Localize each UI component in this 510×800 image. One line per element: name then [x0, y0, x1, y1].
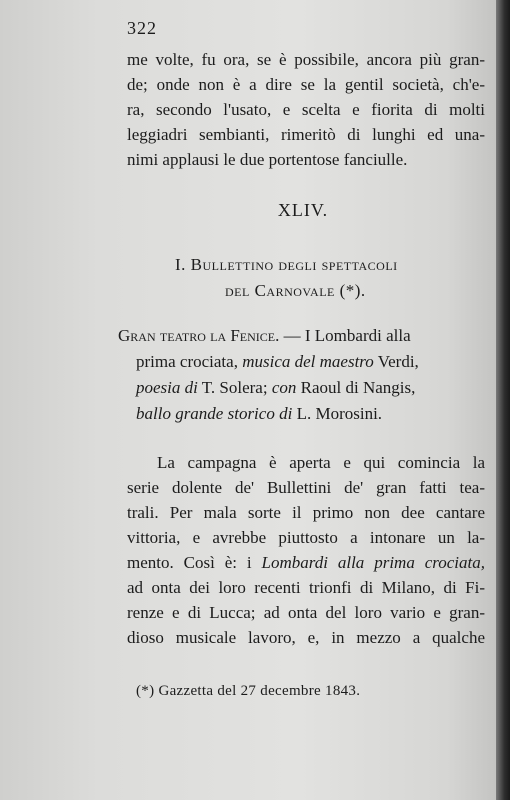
text-line: leggiadri sembianti, rimeritò di lunghi ed una-: [127, 125, 485, 144]
text-line: [127, 550, 485, 575]
dash: —: [279, 326, 305, 345]
performance-line-3: [118, 375, 486, 401]
paragraph-continued: [127, 47, 485, 172]
text-line: dioso musicale lavoro, e, in mezzo a qualche: [127, 628, 485, 647]
ballet-title: Raoul di Nangis,: [296, 378, 416, 397]
text-line: trali. Per mala sorte il primo non dee cantare: [127, 503, 485, 522]
chapter-number: XLIV.: [277, 200, 329, 220]
footnote: (*) Gazzetta del 27 decembre 1843.: [136, 683, 361, 699]
poetry-credit-label: poesia di: [136, 378, 198, 397]
heading-line-1: I. Bullettino degli spettacoli: [175, 255, 398, 274]
text-line: de; onde non è a dire se la gentil società, ch'e-: [127, 75, 485, 94]
text-line: nimi applausi le due portentose fanciulle.: [127, 150, 408, 169]
performance-listing: [118, 323, 486, 427]
text-line: serie dolente de' Bullettini de' gran fatti tea-: [127, 478, 485, 497]
page-number: 322: [127, 18, 157, 38]
music-credit-label: musica del maestro: [242, 352, 374, 371]
composer: Verdi,: [373, 352, 419, 371]
text-line: vittoria, e avrebbe piuttosto a intonare un la-: [127, 528, 485, 547]
heading-line-2: del Carnovale (*).: [225, 281, 366, 300]
opera-title-cont: prima crociata,: [136, 352, 243, 371]
theatre-name: Gran teatro la Fenice.: [118, 326, 280, 345]
ballet-credit-label: ballo grande storico di: [136, 404, 293, 423]
opera-title-italic: Lombardi alla prima crociata,: [261, 553, 485, 572]
book-spine-shadow: [496, 0, 510, 800]
text-span: mento. Così è: i: [127, 553, 262, 572]
text-line: ad onta dei loro recenti trionfi di Milano, di Fi-: [127, 578, 485, 597]
text-line: me volte, fu ora, se è possibile, ancora più gran-: [127, 50, 485, 69]
paragraph-body: [127, 450, 485, 650]
choreographer: L. Morosini.: [292, 404, 383, 423]
section-heading: [140, 252, 485, 304]
text-line: La campagna è aperta e qui comincia la: [157, 453, 485, 472]
performance-line-1: [118, 323, 486, 349]
with-label: con: [271, 378, 297, 397]
opera-title: I Lombardi alla: [304, 326, 411, 345]
performance-line-2: [118, 349, 486, 375]
librettist: T. Solera;: [197, 378, 272, 397]
text-line: ra, secondo l'usato, e scelta e fiorita di molti: [127, 100, 485, 119]
performance-line-4: [118, 401, 486, 427]
text-line: renze e di Lucca; ad onta del loro vario e gran-: [127, 603, 485, 622]
